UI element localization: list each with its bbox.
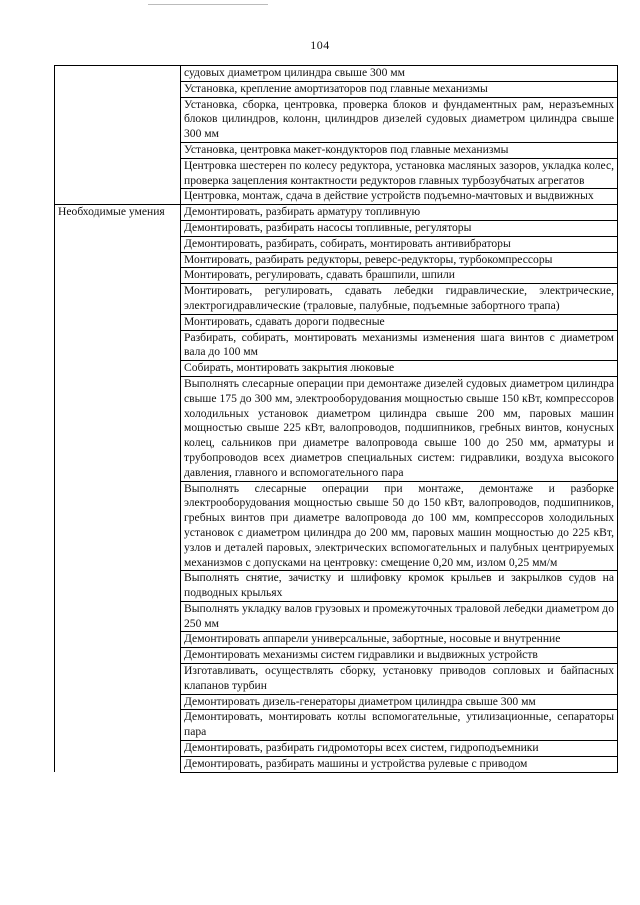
- table-cell: Выполнять снятие, зачистку и шлифовку кромок крыльев и закрылков судов на подводных крыльях: [181, 571, 618, 602]
- scan-edge-line: [148, 4, 268, 5]
- table-cell: Центровка, монтаж, сдача в действие устройств подъемно-мачтовых и выдвижных: [181, 189, 618, 205]
- table-cell: Разбирать, собирать, монтировать механизмы изменения шага винтов с диаметром вала до 100 мм: [181, 330, 618, 361]
- section-label: Необходимые умения: [55, 205, 181, 772]
- table-cell: Демонтировать механизмы систем гидравлики и выдвижных устройств: [181, 648, 618, 664]
- table-cell: Демонтировать, разбирать машины и устройства рулевые с приводом: [181, 756, 618, 772]
- section-label: [55, 66, 181, 205]
- table-cell: Установка, центровка макет-кондукторов под главные механизмы: [181, 142, 618, 158]
- table-cell: Демонтировать дизель-генераторы диаметром цилиндра свыше 300 мм: [181, 694, 618, 710]
- skills-table-body: [55, 66, 618, 773]
- skills-table: [54, 65, 618, 773]
- table-cell: Выполнять слесарные операции при демонтаже дизелей судовых диаметром цилиндра свыше 175 до 300 мм, электрооборудования мощностью свыше 150 кВт, компрессоров холодильных установок диаметром цилиндра свыше 200 мм, паровых машин мощностью свыше 225 кВт, валопроводов, подшипников, гребных винтов, конусных колец, сальников при диаметре валопровода свыше 100 до 250 мм, арматуры и трубопроводов всех диаметров специальных систем: гидравлики, воздуха высокого давления, главного и вспомогательного пара: [181, 376, 618, 481]
- table-cell: Демонтировать аппарели универсальные, забортные, носовые и внутренние: [181, 632, 618, 648]
- table-cell: Монтировать, регулировать, сдавать лебедки гидравлические, электрические, электрогидравлические (траловые, палубные, подъемные забортного трапа): [181, 284, 618, 315]
- page-number: 104: [310, 38, 330, 52]
- table-row: [55, 205, 618, 221]
- table-cell: Демонтировать, разбирать насосы топливные, регуляторы: [181, 220, 618, 236]
- table-row: [55, 66, 618, 82]
- table-cell: Демонтировать, разбирать арматуру топливную: [181, 205, 618, 221]
- table-cell: Центровка шестерен по колесу редуктора, установка масляных зазоров, укладка колес, проверка зацепления контактности редукторов главных турбозубчатых агрегатов: [181, 158, 618, 189]
- table-cell: Изготавливать, осуществлять сборку, установку приводов сопловых и байпасных клапанов турбин: [181, 664, 618, 695]
- table-cell: Установка, сборка, центровка, проверка блоков и фундаментных рам, неразъемных блоков цилиндров, колонн, цилиндров дизелей судовых диаметром цилиндра свыше 300 мм: [181, 97, 618, 142]
- table-cell: Установка, крепление амортизаторов под главные механизмы: [181, 81, 618, 97]
- table-cell: Монтировать, регулировать, сдавать брашпили, шпили: [181, 268, 618, 284]
- table-cell: Выполнять слесарные операции при монтаже, демонтаже и разборке электрооборудования мощностью свыше 50 до 150 кВт, валопроводов, подшипников, гребных винтов при диаметре валопровода до 100 мм, компрессоров холодильных установок с диаметром цилиндра до 200 мм, паровых машин мощностью до 225 кВт, узлов и деталей паровых, электрических вспомогательных и палубных центрируемых механизмов с допусками на центровку: смещение 0,20 мм, излом 0,25 мм/м: [181, 481, 618, 571]
- table-cell: Собирать, монтировать закрытия люковые: [181, 361, 618, 377]
- table-cell: судовых диаметром цилиндра свыше 300 мм: [181, 66, 618, 82]
- table-cell: Монтировать, разбирать редукторы, реверс-редукторы, турбокомпрессоры: [181, 252, 618, 268]
- table-cell: Демонтировать, монтировать котлы вспомогательные, утилизационные, сепараторы пара: [181, 710, 618, 741]
- table-cell: Монтировать, сдавать дороги подвесные: [181, 314, 618, 330]
- table-cell: Демонтировать, разбирать, собирать, монтировать антивибраторы: [181, 236, 618, 252]
- table-cell: Демонтировать, разбирать гидромоторы всех систем, гидроподъемники: [181, 741, 618, 757]
- table-cell: Выполнять укладку валов грузовых и промежуточных траловой лебедки диаметром до 250 мм: [181, 601, 618, 632]
